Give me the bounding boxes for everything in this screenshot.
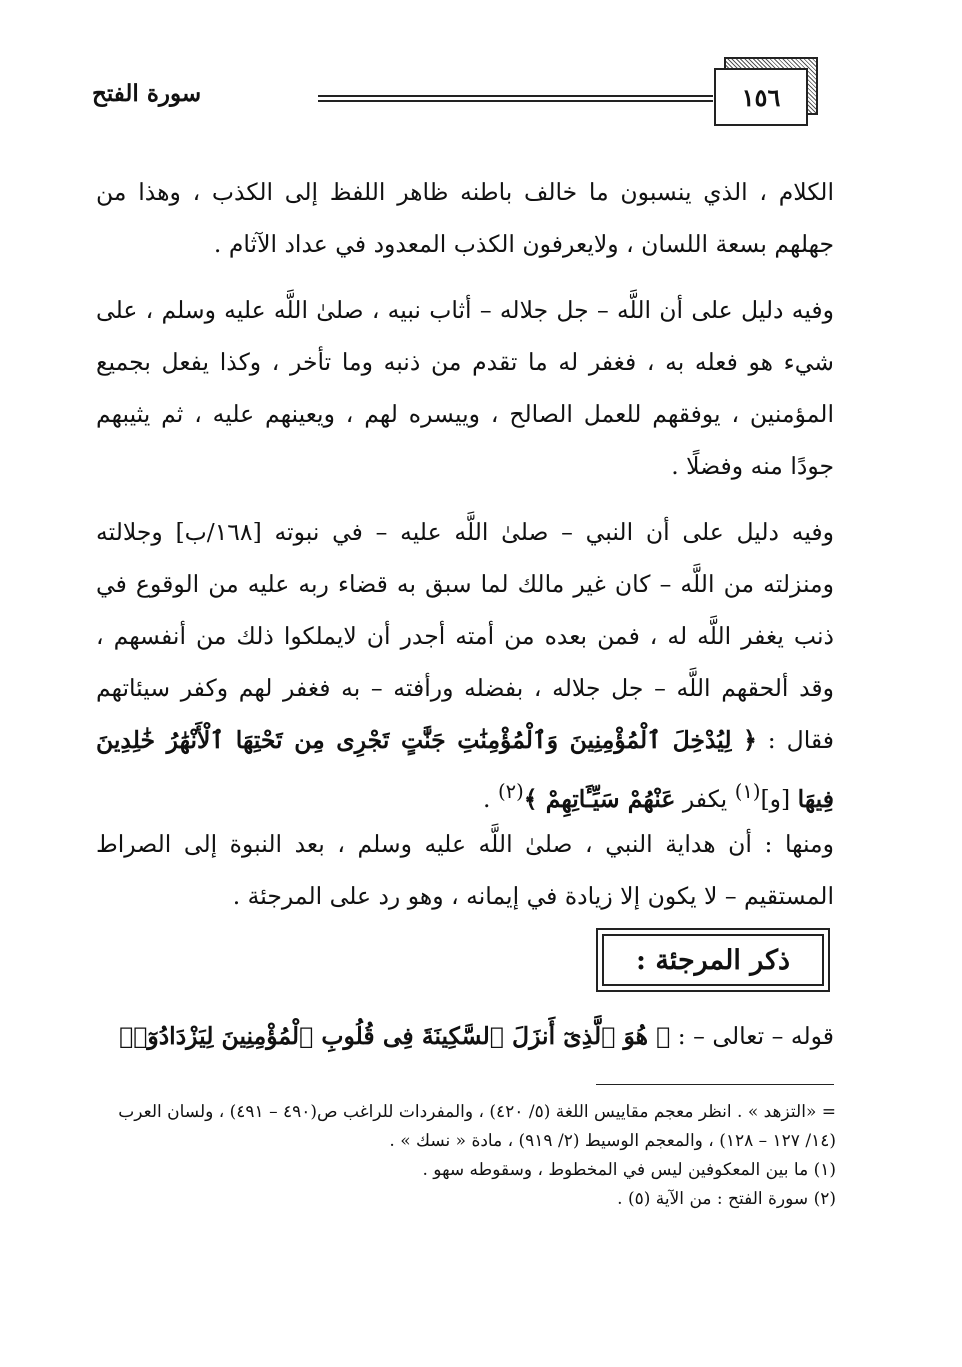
quran-verse-fath-4: ﴿ هُوَ ٱلَّذِىٓ أَنزَلَ ٱلسَّكِينَةَ فِى قُلُوبِ ٱلْمُؤْمِنِينَ لِيَزْدَادُوٓا۟ — [119, 1022, 671, 1050]
verse-intro: قوله – تعالى – : — [677, 1022, 834, 1050]
paragraph-4: ومنها : أن هداية النبي ، صلىٰ اللَّه عليه وسلم ، بعد النبوة إلى الصراط المستقيم – لا يكون إلا زيادة في إيمانه ، وهو رد على المرجئة . — [96, 830, 834, 910]
footnotes — [96, 1098, 836, 1214]
section-heading-box — [596, 928, 830, 992]
footnote-separator — [596, 1084, 834, 1085]
running-head-surah-title: سورة الفتح — [92, 80, 202, 107]
sentence-period: . — [483, 784, 491, 813]
paragraph-3-text: وفيه دليل على أن النبي – صلىٰ اللَّه عليه – في نبوته [١٦٨/ب] وجلالته ومنزلته من اللَّه – كان غير مالك لما سبق به قضاء ربه عليه من الوقوع في ذنب يغفر اللَّه له ، فمن بعده من أمته أجدر أن لايملكوا ذلك من أنفسهم ، وقد ألحقهم اللَّه – جل جلاله ، بفضله ورأفته – به فغفر لهم وكفر سيئاتهم فقال : — [96, 518, 834, 754]
page-number: ١٥٦ — [741, 82, 781, 112]
paragraph-5 — [96, 1010, 834, 1062]
footnote-2: (٢) سورة الفتح : من الآية (٥) . — [617, 1189, 836, 1209]
footnote-ref-1: (١) — [734, 780, 761, 803]
paragraph-1: الكلام ، الذي ينسبون ما خالف باطنه ظاهر اللفظ إلى الكذب ، وهذا من جهلهم بسعة اللسان ، ولايعرفون الكذب المعدود في عداد الآثام . — [96, 178, 834, 258]
footnote-1: (١) ما بين المعكوفين ليس في المخطوط ، وسقوطه سهو . — [422, 1160, 836, 1180]
middle-text: يكفر — [682, 784, 728, 813]
header-double-rule — [318, 95, 713, 102]
section-heading: ذكر المرجئة : — [602, 934, 824, 986]
footnote-ref-2: (٢) — [498, 780, 524, 803]
paragraph-2: وفيه دليل على أن اللَّه – جل جلاله – أثاب نبيه ، صلىٰ اللَّه عليه وسلم ، على شيء هو فعله به ، فغفر له ما تقدم من ذنبه وما تأخر ، وكذا يفعل بجميع المؤمنين ، يوفقهم للعمل الصالح ، وييسره لهم ، ويعينهم عليه ، ثم يثيبهم جودًا منه وفضلًا . — [96, 296, 834, 480]
bracket-insert: [و] — [760, 784, 791, 813]
page-number-box — [714, 68, 808, 126]
quran-verse-fath-5-end: عَنْهُمْ سَيِّـَٔاتِهِمْ ﴾ — [523, 784, 676, 813]
quran-verse-fath-5: ﴿ لِيُدْخِلَ ٱلْمُؤْمِنِينَ وَٱلْمُؤْمِنَٰتِ جَنَّٰتٍ تَجْرِى مِن تَحْتِهَا ٱلْأَنْهَٰرُ خَٰلِدِينَ فِيهَا — [96, 726, 834, 813]
footnote-continuation: = «التزهد » . انظر معجم مقاييس اللغة (٥/ ٤٢٠) ، والمفردات للراغب ص(٤٩٠ – ٤٩١) ، ولسان العرب (١٤/ ١٢٧ – ١٢٨) ، والمعجم الوسيط (٢/ ٩١٩) ، مادة « نسك » . — [118, 1102, 836, 1151]
paragraph-3 — [96, 506, 834, 825]
